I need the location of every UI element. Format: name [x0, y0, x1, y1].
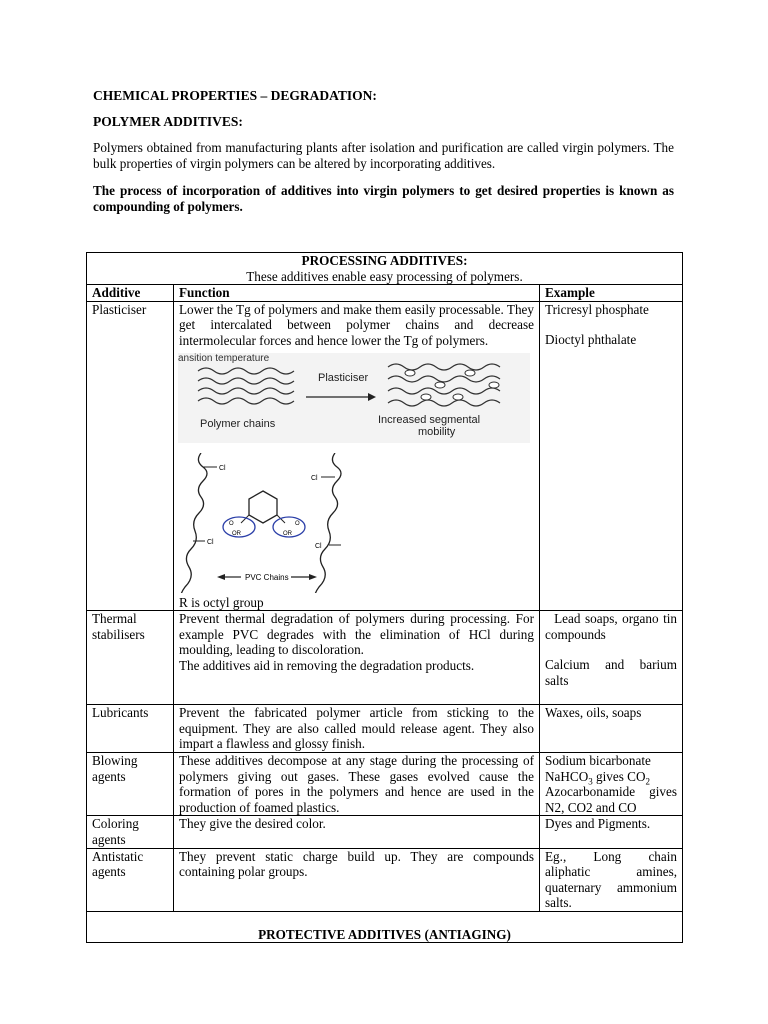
or-label: OR: [283, 530, 292, 537]
table-title-row: [87, 253, 683, 285]
example-cell: Eg., Long chain aliphatic amines, quaternary ammonium salts.: [540, 848, 683, 911]
table-row: [87, 816, 683, 848]
function-text: Lower the Tg of polymers and make them easily processable. They get intercalated between polymer chains and decrease intermolecular forces and hence lower the Tg of polymers.: [179, 301, 534, 348]
arrow-head: [309, 574, 317, 580]
additives-table: [86, 252, 683, 943]
benzene-ring: [249, 491, 277, 523]
plasticiser-molecules: [405, 370, 499, 400]
example-cell: Dyes and Pigments.: [540, 816, 683, 848]
diagram-caption-top: ansition temperature: [178, 352, 270, 364]
function-cell: [174, 301, 540, 610]
table-row: [87, 301, 683, 610]
table-row: [87, 752, 683, 815]
header-example: Example: [540, 285, 683, 302]
function-cell: These additives decompose at any stage during the processing of polymers giving out gases. These gases evolved cause the formation of pores in the polymers and hence are used in the production of foamed plastics.: [174, 752, 540, 815]
table-section-subtitle: These additives enable easy processing of polymers.: [246, 268, 523, 284]
header-additive: Additive: [87, 285, 174, 302]
chlorine-label: Cl: [311, 474, 318, 482]
example-item: Lead soaps, organo tin compounds: [545, 611, 681, 642]
additive-cell: Antistatic agents: [87, 848, 174, 911]
chlorine-label: Cl: [315, 542, 322, 550]
table-row: [87, 705, 683, 753]
example-item: Sodium bicarbonate: [545, 752, 651, 768]
octyl-note: R is octyl group: [179, 594, 264, 610]
plasticiser-diagram: [178, 353, 530, 443]
additive-cell: Blowing agents: [87, 752, 174, 815]
additive-cell: Lubricants: [87, 705, 174, 753]
function-cell: [174, 611, 540, 705]
plasticiser-label: Plasticiser: [318, 371, 369, 384]
chlorine-label: Cl: [207, 538, 214, 546]
example-cell: [540, 752, 683, 815]
function-cell: They prevent static charge build up. They are compounds containing polar groups.: [174, 848, 540, 911]
example-item: NaHCO$_3$ gives $CO_2$: [545, 768, 650, 787]
function-cell: They give the desired color.: [174, 816, 540, 848]
pvc-chain-right: [315, 453, 342, 593]
additive-cell: Coloring agents: [87, 816, 174, 848]
mobility-label-2: mobility: [418, 425, 456, 438]
chlorine-label: Cl: [219, 464, 226, 472]
oxygen-label: O: [295, 520, 300, 527]
table-footer-row: [87, 911, 683, 943]
pvc-chain-left: [181, 453, 208, 593]
intro-paragraph: Polymers obtained from manufacturing plants after isolation and purification are called virgin polymers. The bulk properties of virgin polymers can be altered by incorporating additives.: [93, 140, 674, 171]
additive-cell: Plasticiser: [87, 301, 174, 610]
example-item: Azocarbonamide gives N2, CO2 and CO: [545, 784, 678, 815]
polymer-chains-label: Polymer chains: [200, 417, 276, 430]
function-text: Prevent thermal degradation of polymers during processing. For example PVC degrades with the elimination of HCl during moulding, leading to discoloration.: [179, 611, 534, 658]
example-item: Calcium and barium salts: [545, 657, 678, 688]
table-row: [87, 611, 683, 705]
pvc-phthalate-diagram: [179, 453, 349, 593]
function-cell: Prevent the fabricated polymer article from sticking to the equipment. They are also called mould release agent. They also impart a flawless and glossy finish.: [174, 705, 540, 753]
header-function: Function: [174, 285, 540, 302]
example-cell: [540, 301, 683, 610]
example-item: Tricresyl phosphate: [545, 301, 649, 317]
additive-cell: Thermal stabilisers: [87, 611, 174, 705]
oxygen-label: O: [229, 520, 234, 527]
pvc-chains-label: PVC Chains: [245, 572, 289, 582]
function-text: The additives aid in removing the degradation products.: [179, 657, 475, 673]
next-section-title: PROTECTIVE ADDITIVES (ANTIAGING): [87, 911, 683, 943]
table-section-title: PROCESSING ADDITIVES:: [301, 253, 468, 268]
table-row: [87, 848, 683, 911]
or-label: OR: [232, 530, 241, 537]
page-title: CHEMICAL PROPERTIES – DEGRADATION:: [93, 88, 377, 103]
table-header-row: [87, 285, 683, 302]
section-heading: POLYMER ADDITIVES:: [93, 114, 243, 129]
example-item: Dioctyl phthalate: [545, 332, 637, 348]
definition-paragraph: The process of incorporation of additives into virgin polymers to get desired properties is known as compounding of polymers.: [93, 183, 674, 214]
arrow-head: [217, 574, 225, 580]
mobility-label: Increased segmental: [378, 413, 481, 426]
arrow-head: [368, 393, 376, 401]
example-cell: [540, 611, 683, 705]
example-cell: Waxes, oils, soaps: [540, 705, 683, 753]
